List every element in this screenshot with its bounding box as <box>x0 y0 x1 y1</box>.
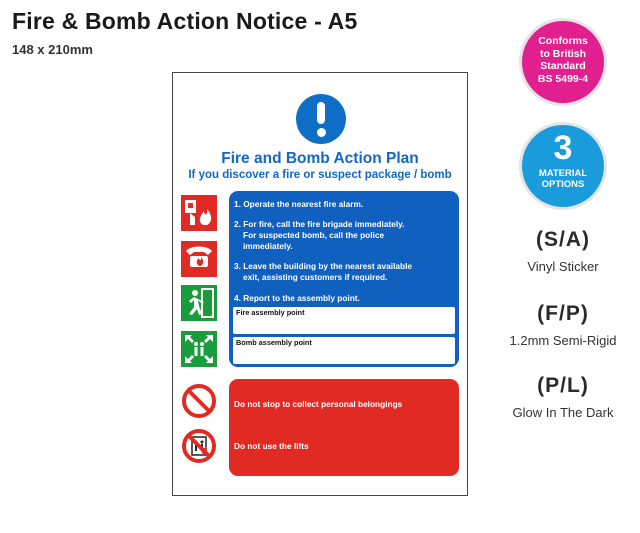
step-3: 3. Leave the building by the nearest available <box>234 261 412 271</box>
bomb-assembly-field <box>233 337 455 364</box>
prohibition-panel <box>229 379 459 476</box>
material-code-sa: (S/A) <box>536 228 590 251</box>
bomb-assembly-label: Bomb assembly point <box>236 338 312 347</box>
fire-assembly-field <box>233 307 455 334</box>
step-1: 1. Operate the nearest fire alarm. <box>234 199 364 209</box>
size-label: 148 x 210mm <box>12 42 93 57</box>
assembly-point-icon <box>181 331 217 367</box>
badge-line-2: to British <box>539 47 587 60</box>
step-3-cont: exit, assisting customers if required. <box>243 272 388 282</box>
step-2-cont2: immediately. <box>243 241 293 251</box>
material-label-1: MATERIAL <box>538 168 588 179</box>
british-standard-badge <box>522 21 604 103</box>
mandatory-info-icon <box>296 94 346 144</box>
material-label-sa: Vinyl Sticker <box>527 259 599 274</box>
badge-line-4: BS 5499-4 <box>537 72 589 85</box>
badge-line-3: Standard <box>540 60 586 72</box>
fire-assembly-label: Fire assembly point <box>236 308 305 317</box>
material-label-fp: 1.2mm Semi-Rigid <box>509 333 617 348</box>
material-code-pl: (P/L) <box>537 374 589 397</box>
sign-title: Fire and Bomb Action Plan <box>221 150 419 167</box>
prohibition-belongings: Do not stop to collect personal belongings <box>234 399 403 409</box>
action-steps-panel <box>229 191 459 367</box>
exit-running-man-icon <box>181 285 217 321</box>
material-options-badge <box>522 125 604 207</box>
material-label-2: OPTIONS <box>541 179 585 190</box>
prohibition-lifts: Do not use the lifts <box>234 441 309 451</box>
material-count: 3 <box>553 129 573 167</box>
step-4: 4. Report to the assembly point. <box>234 293 360 303</box>
no-lifts-prohibition-icon <box>181 428 217 464</box>
fire-alarm-icon <box>181 195 217 231</box>
no-belongings-prohibition-icon <box>181 383 217 419</box>
page-title: Fire & Bomb Action Notice - A5 <box>12 8 358 34</box>
fire-telephone-icon <box>181 241 217 277</box>
sign-preview <box>172 72 468 496</box>
step-2: 2. For fire, call the fire brigade immediately. <box>234 219 405 229</box>
material-code-fp: (F/P) <box>537 302 589 325</box>
step-2-cont: For suspected bomb, call the police <box>243 230 385 240</box>
material-label-pl: Glow In The Dark <box>512 405 614 420</box>
badge-line-1: Conforms <box>538 35 588 47</box>
sign-subtitle: If you discover a fire or suspect package / bomb <box>188 169 452 181</box>
